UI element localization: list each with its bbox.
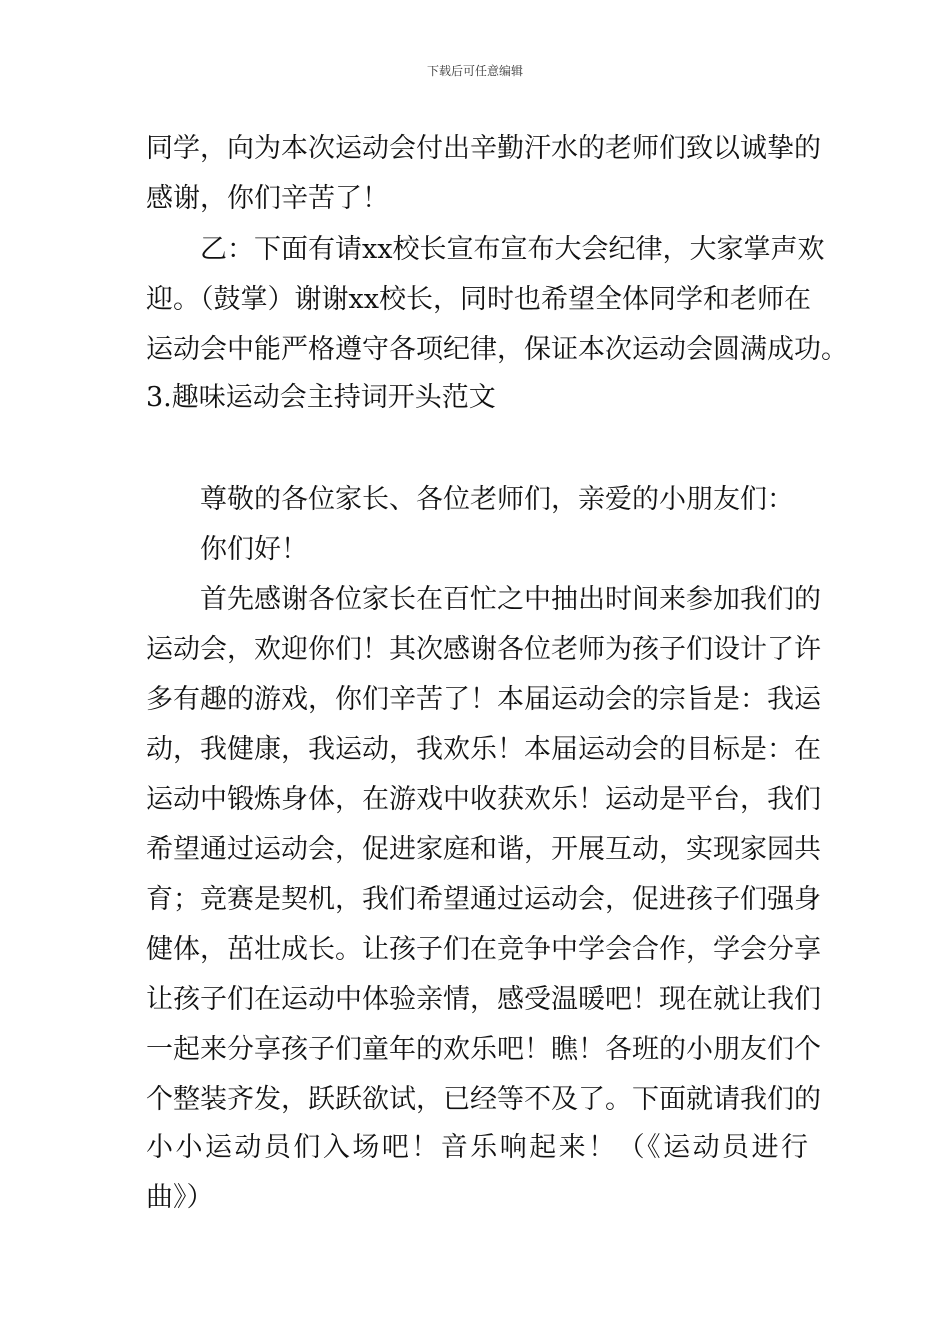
text-line: 个整装齐发，跃跃欲试，已经等不及了。下面就请我们的 (146, 1084, 821, 1115)
text-line: 运动会中能严格遵守各项纪律，保证本次运动会圆满成功。 (146, 334, 848, 365)
text-line: 乙：下面有请xx校长宣布宣布大会纪律，大家掌声欢 (200, 234, 825, 265)
text-line: 运动中锻炼身体，在游戏中收获欢乐！运动是平台，我们 (146, 784, 821, 815)
text-line: 育；竞赛是契机，我们希望通过运动会，促进孩子们强身 (146, 884, 821, 915)
text-line: 首先感谢各位家长在百忙之中抽出时间来参加我们的 (200, 584, 821, 615)
text-line: 小小运动员们入场吧！音乐响起来！（《运动员进行 (146, 1132, 808, 1163)
text-line: 一起来分享孩子们童年的欢乐吧！瞧！各班的小朋友们个 (146, 1034, 821, 1065)
text-line: 运动会，欢迎你们！其次感谢各位老师为孩子们设计了许 (146, 634, 821, 665)
text-line: 希望通过运动会，促进家庭和谐，开展互动，实现家园共 (146, 834, 821, 865)
page-header-note: 下载后可任意编辑 (426, 64, 523, 78)
text-line: 同学，向为本次运动会付出辛勤汗水的老师们致以诚挚的 (146, 133, 821, 164)
text-line: 健体，茁壮成长。让孩子们在竞争中学会合作，学会分享 (146, 934, 821, 965)
text-line: 感谢，你们辛苦了！ (146, 183, 389, 214)
text-line: 多有趣的游戏，你们辛苦了！本届运动会的宗旨是：我运 (146, 684, 821, 715)
text-line: 曲》） (146, 1182, 214, 1213)
text-line: 动，我健康，我运动，我欢乐！本届运动会的目标是：在 (146, 734, 821, 765)
text-line: 让孩子们在运动中体验亲情，感受温暖吧！现在就让我们 (146, 984, 821, 1015)
text-line: 迎。（鼓掌）谢谢xx校长，同时也希望全体同学和老师在 (146, 284, 811, 315)
greeting-line: 尊敬的各位家长、各位老师们，亲爱的小朋友们： (200, 484, 794, 515)
greeting-line: 你们好！ (200, 534, 308, 565)
section-heading: 3.趣味运动会主持词开头范文 (146, 382, 496, 413)
